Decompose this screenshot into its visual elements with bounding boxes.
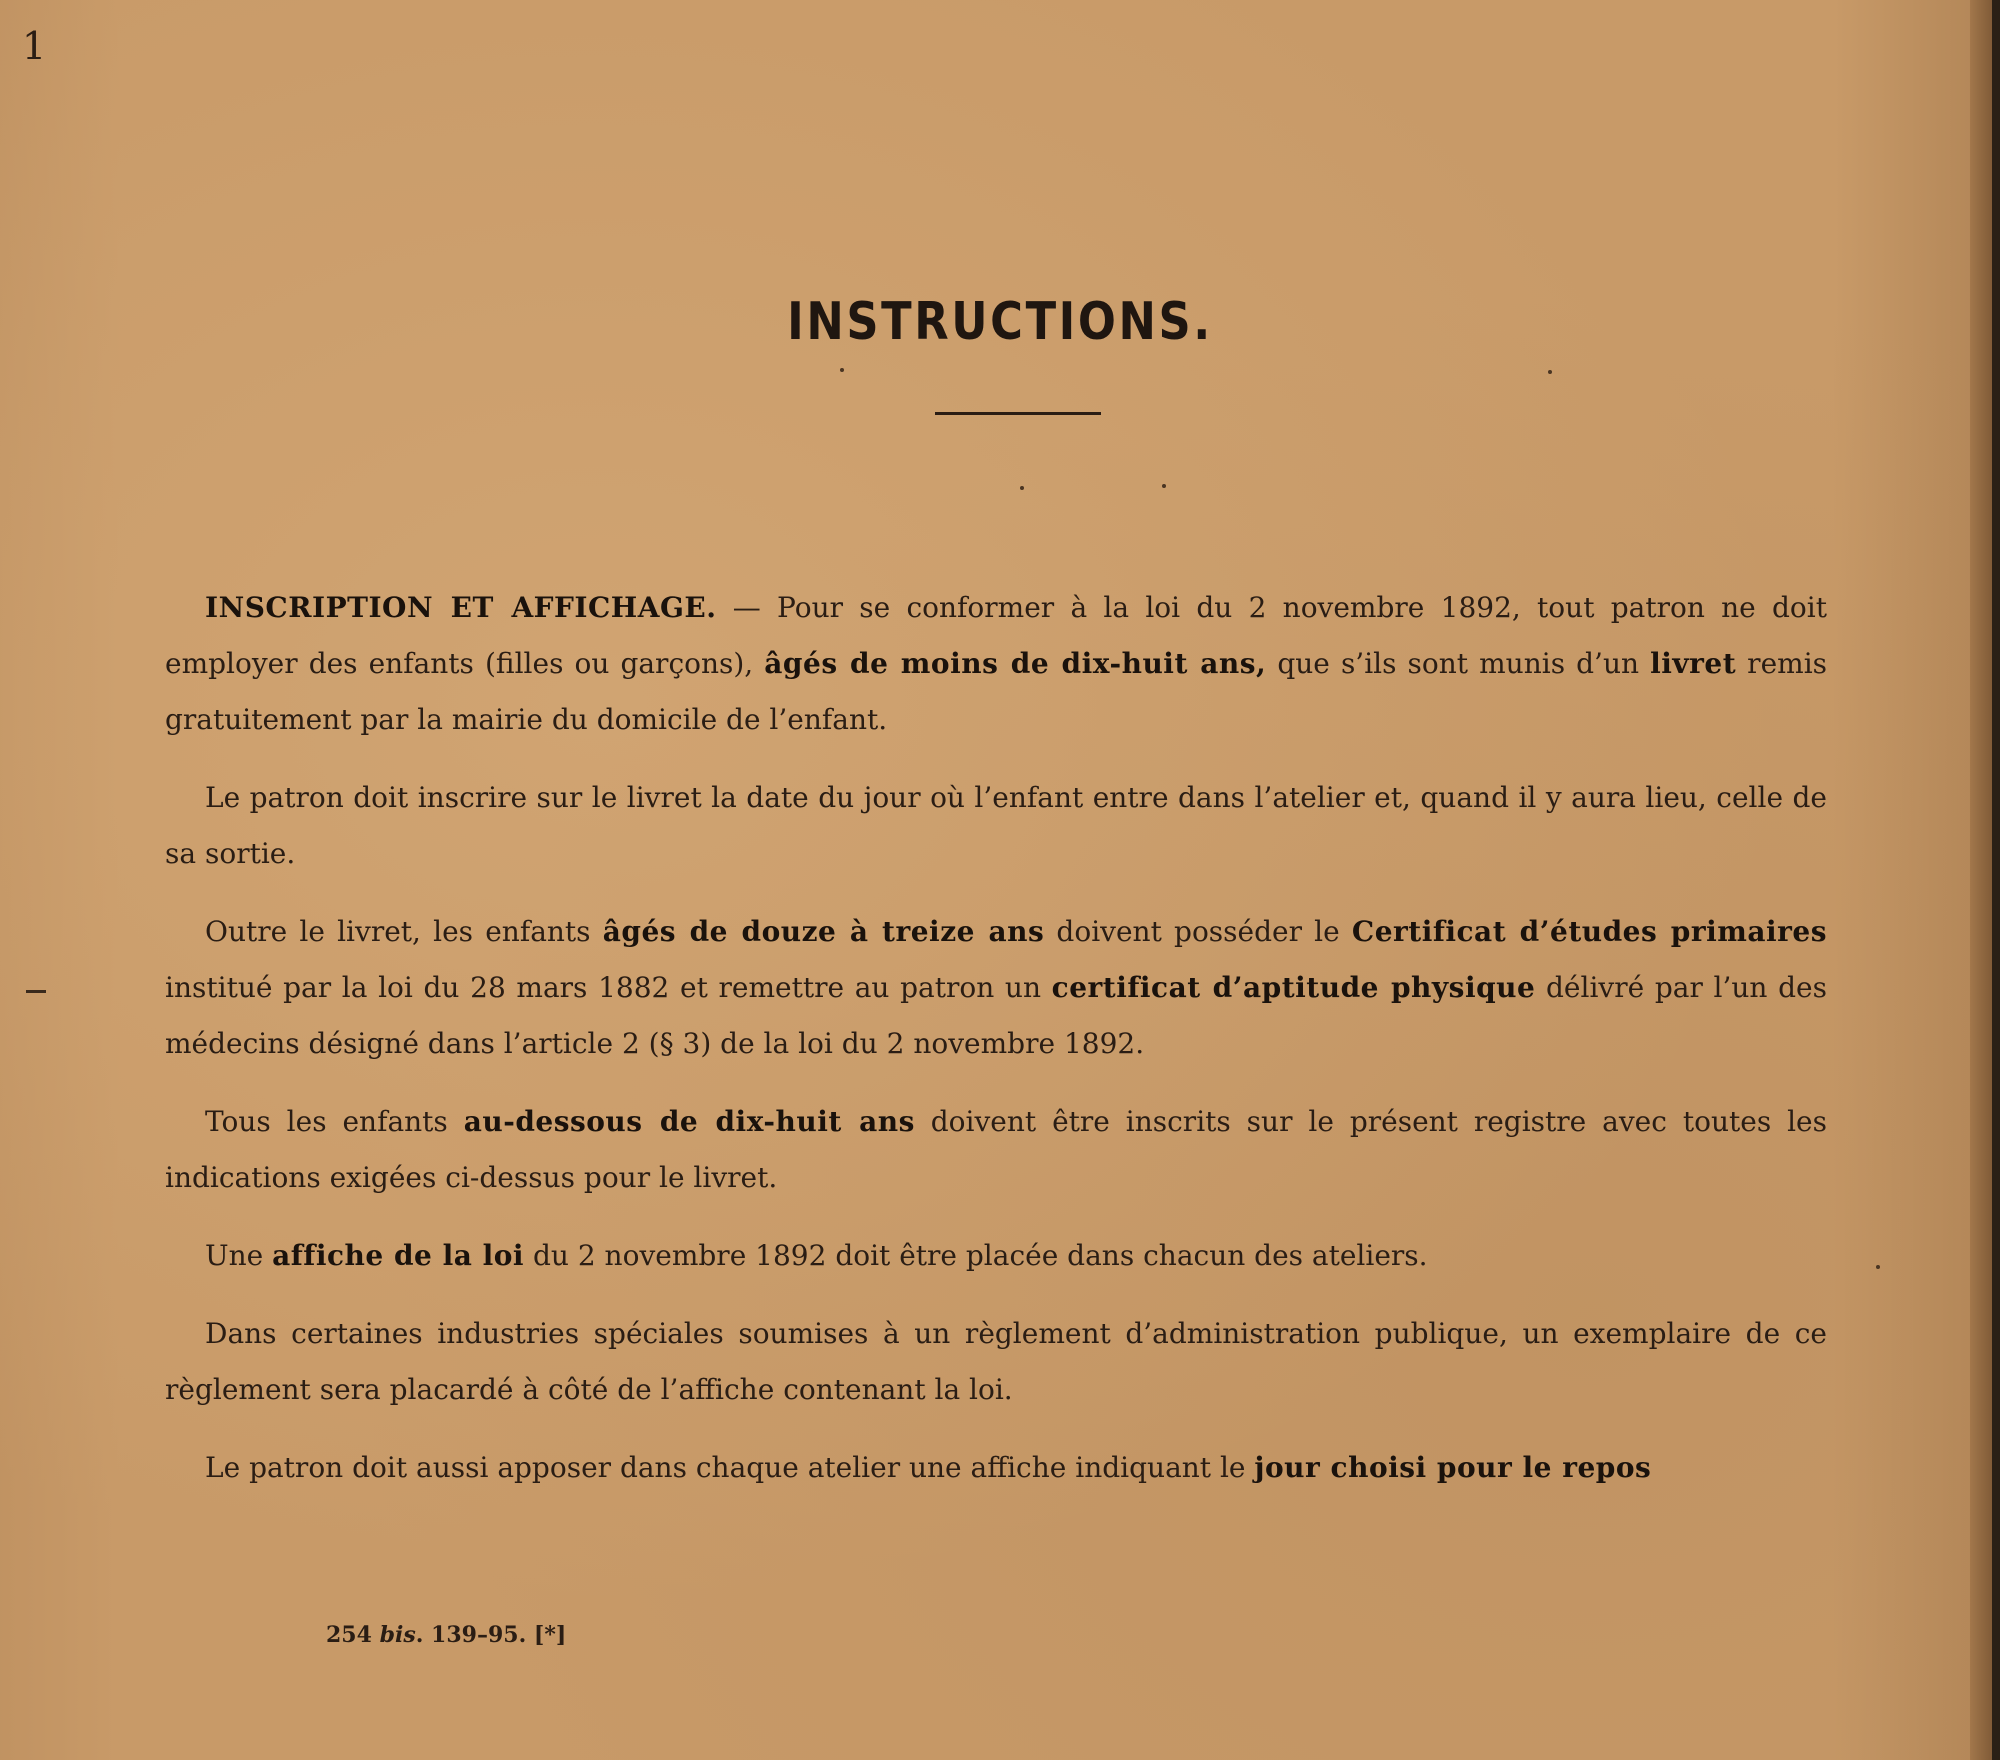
footer-text: 254 (326, 1622, 380, 1648)
paragraph-text: du 2 novembre 1892 doit être placée dans chacun des ateliers. (524, 1239, 1428, 1272)
page-number: 1 (22, 24, 47, 68)
paragraph-text: remis gratuitement par la mairie du domicile de l’enfant. (165, 647, 1828, 736)
paragraph-text: Outre le livret, les enfants (205, 915, 603, 948)
paragraph-text: institué par la loi du 28 mars 1882 et remettre au patron un (165, 971, 1052, 1004)
paper-speck (1162, 484, 1166, 488)
emphasis-text: jour choisi pour le repos (1254, 1451, 1652, 1484)
paragraph-text: Le patron doit aussi apposer dans chaque atelier une affiche indiquant le (205, 1451, 1255, 1484)
title-divider (935, 412, 1101, 415)
paragraph-certificat (165, 904, 1827, 1072)
emphasis-text: âgés de douze à treize ans (602, 915, 1045, 948)
footer-text: . 139–95. [*] (415, 1622, 567, 1648)
paper-speck (1548, 370, 1552, 374)
emphasis-text: livret (1650, 647, 1737, 680)
paragraph-repos (165, 1440, 1827, 1496)
emphasis-text: au-dessous de dix-huit ans (463, 1105, 915, 1138)
margin-mark (26, 990, 46, 993)
page-title: INSTRUCTIONS. (787, 292, 1213, 352)
paragraph-text: délivré par l’un des médecins désigné dans l’article 2 (§ 3) de la loi du 2 novembre 1892. (165, 971, 1827, 1060)
paragraph-text: Une (205, 1239, 273, 1272)
paragraph-text: — Pour se conformer à la loi du 2 novembre 1892, tout patron ne doit employer des enfants (filles ou garçons), (165, 591, 1827, 680)
paper-speck (1020, 486, 1024, 490)
paragraph-livret: Le patron doit inscrire sur le livret la date du jour où l’enfant entre dans l’atelier et, quand il y aura lieu, celle de sa sortie. (165, 781, 1827, 870)
paragraph-text: que s’ils sont munis d’un (1266, 647, 1651, 680)
emphasis-text: affiche de la loi (272, 1239, 525, 1272)
page-edge (1970, 0, 1992, 1760)
footer-italic: bis (379, 1622, 416, 1648)
emphasis-text: certificat d’aptitude physique (1051, 971, 1536, 1004)
paragraph-affiche (165, 1228, 1827, 1284)
paragraph-reglement: Dans certaines industries spéciales soumises à un règlement d’administration publique, un exemplaire de ce règlement sera placardé à côté de l’affiche contenant la loi. (165, 1317, 1827, 1406)
paragraph-inscription (165, 580, 1827, 748)
paragraph-registre (165, 1094, 1827, 1206)
emphasis-text: Certificat d’études primaires (1351, 915, 1828, 948)
paragraph-text: Tous les enfants (205, 1105, 464, 1138)
section-heading: INSCRIPTION ET AFFICHAGE. (205, 591, 717, 624)
print-reference (326, 1622, 566, 1648)
paragraph-text: doivent être inscrits sur le présent registre avec toutes les indications exigées ci-dessus pour le livret. (165, 1105, 1827, 1194)
paper-speck (1876, 1265, 1880, 1269)
paper-speck (840, 368, 844, 372)
paragraph-text: doivent posséder le (1044, 915, 1352, 948)
emphasis-text: âgés de moins de dix-huit ans, (764, 647, 1267, 680)
instructions-body (165, 580, 1827, 1518)
